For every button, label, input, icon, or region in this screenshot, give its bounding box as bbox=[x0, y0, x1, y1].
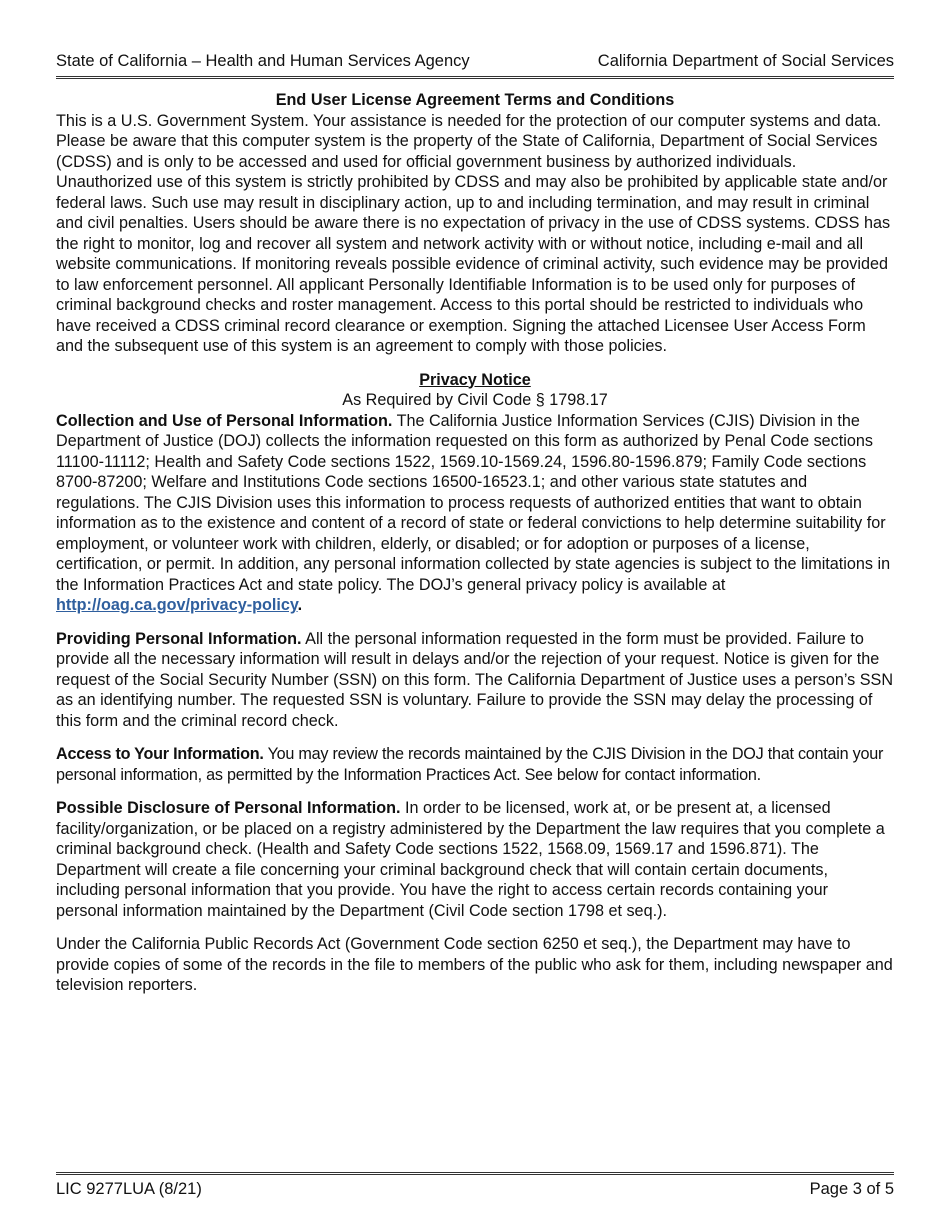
public-records-paragraph: Under the California Public Records Act (Government Code section 6250 et seq.), the Department may have to provide copies of some of the records in the file to members of the public who ask for them, including newspaper and television reporters. bbox=[56, 935, 893, 994]
access-text: You may review the records maintained by the CJIS Division in the DOJ that contain your personal information, as permitted by the Information Practices Act. See below for contact information. bbox=[56, 745, 884, 784]
disclosure-text: In order to be licensed, work at, or be present at, a licensed facility/organization, or be placed on a registry administered by the Department the law requires that you complete a criminal background check. (Health and Safety Code sections 1522, 1568.09, 1569.17 and 1596.871). The Department will create a file concerning your criminal background check that will contain certain documents, including personal information that you provide. You have the right to access certain records containing your personal information maintained by the Department (Civil Code section 1798 et seq.). bbox=[56, 799, 885, 920]
footer-form-id: LIC 9277LUA (8/21) bbox=[56, 1180, 202, 1198]
eula-body: This is a U.S. Government System. Your assistance is needed for the protection of our computer systems and data. Please be aware that this computer system is the property of the State of California, Department of Social Services (CDSS) and is only to be accessed and used for official government business by authorized individuals. Unauthorized use of this system is strictly prohibited by CDSS and may also be prohibited by applicable state and/or federal laws. Such use may result in disciplinary action, up to and including termination, and may result in criminal and civil penalties. Users should be aware there is no expectation of privacy in the use of CDSS systems. CDSS has the right to monitor, log and recover all system and network activity with or without notice, including e-mail and all website communications. If monitoring reveals possible evidence of criminal activity, such evidence may be provided to law enforcement personnel. All applicant Personally Identifiable Information is to be used only for purposes of criminal background checks and roster management. Access to this portal should be restricted to individuals who have received a CDSS criminal record clearance or exemption. Signing the attached Licensee User Access Form and the subsequent use of this system is an agreement to comply with those policies. bbox=[56, 111, 891, 355]
disclosure-paragraph bbox=[56, 798, 894, 921]
eula-title: End User License Agreement Terms and Conditions bbox=[275, 91, 675, 109]
providing-lead: Providing Personal Information. bbox=[56, 629, 302, 648]
access-lead: Access to Your Information. bbox=[56, 745, 264, 763]
document-body bbox=[56, 90, 894, 996]
collection-lead: Collection and Use of Personal Information. bbox=[56, 411, 393, 430]
providing-text: All the personal information requested in the form must be provided. Failure to provide all the necessary information will result in delays and/or the rejection of your request. Notice is given for the request of the Social Security Number (SSN) on this form. The California Department of Justice uses a person’s SSN as an identifying number. The requested SSN is voluntary. Failure to provide the SSN may delay the processing of this form and the criminal record check. bbox=[56, 629, 894, 730]
collection-paragraph bbox=[56, 411, 894, 616]
collection-tail: . bbox=[297, 596, 303, 614]
disclosure-lead: Possible Disclosure of Personal Information. bbox=[56, 799, 401, 817]
header-divider bbox=[56, 76, 894, 79]
providing-paragraph bbox=[56, 629, 894, 732]
page-footer bbox=[56, 1179, 894, 1199]
collection-text: The California Justice Information Services (CJIS) Division in the Department of Justice (DOJ) collects the information requested on this form as authorized by Penal Code sections 11100-11112; Health and Safety Code sections 1522, 1569.10-1569.24, 1596.80-1596.879; Family Code sections 8700-87200; Welfare and Institutions Code sections 16500-16523.1; and other various state statutes and regulations. The CJIS Division uses this information to process requests of authorized entities that want to obtain information as to the existence and content of a record of state or federal convictions to help determine suitability for employment, or volunteer work with children, elderly, or disabled; or for adoption or purposes of a license, certification, or permit. In addition, any personal information collected by state agencies is subject to the limitations in the Information Practices Act and state policy. The DOJ’s general privacy policy is available at bbox=[56, 411, 891, 594]
header-department: California Department of Social Services bbox=[597, 52, 894, 70]
access-paragraph bbox=[56, 744, 894, 785]
footer-page-number: Page 3 of 5 bbox=[809, 1180, 894, 1198]
privacy-policy-link[interactable]: http://oag.ca.gov/privacy-policy bbox=[56, 596, 298, 614]
page-header bbox=[56, 51, 894, 71]
header-agency: State of California – Health and Human Services Agency bbox=[56, 52, 470, 70]
footer-divider bbox=[56, 1172, 894, 1175]
privacy-notice-title: Privacy Notice bbox=[419, 370, 531, 389]
privacy-notice-subtitle: As Required by Civil Code § 1798.17 bbox=[342, 391, 608, 409]
